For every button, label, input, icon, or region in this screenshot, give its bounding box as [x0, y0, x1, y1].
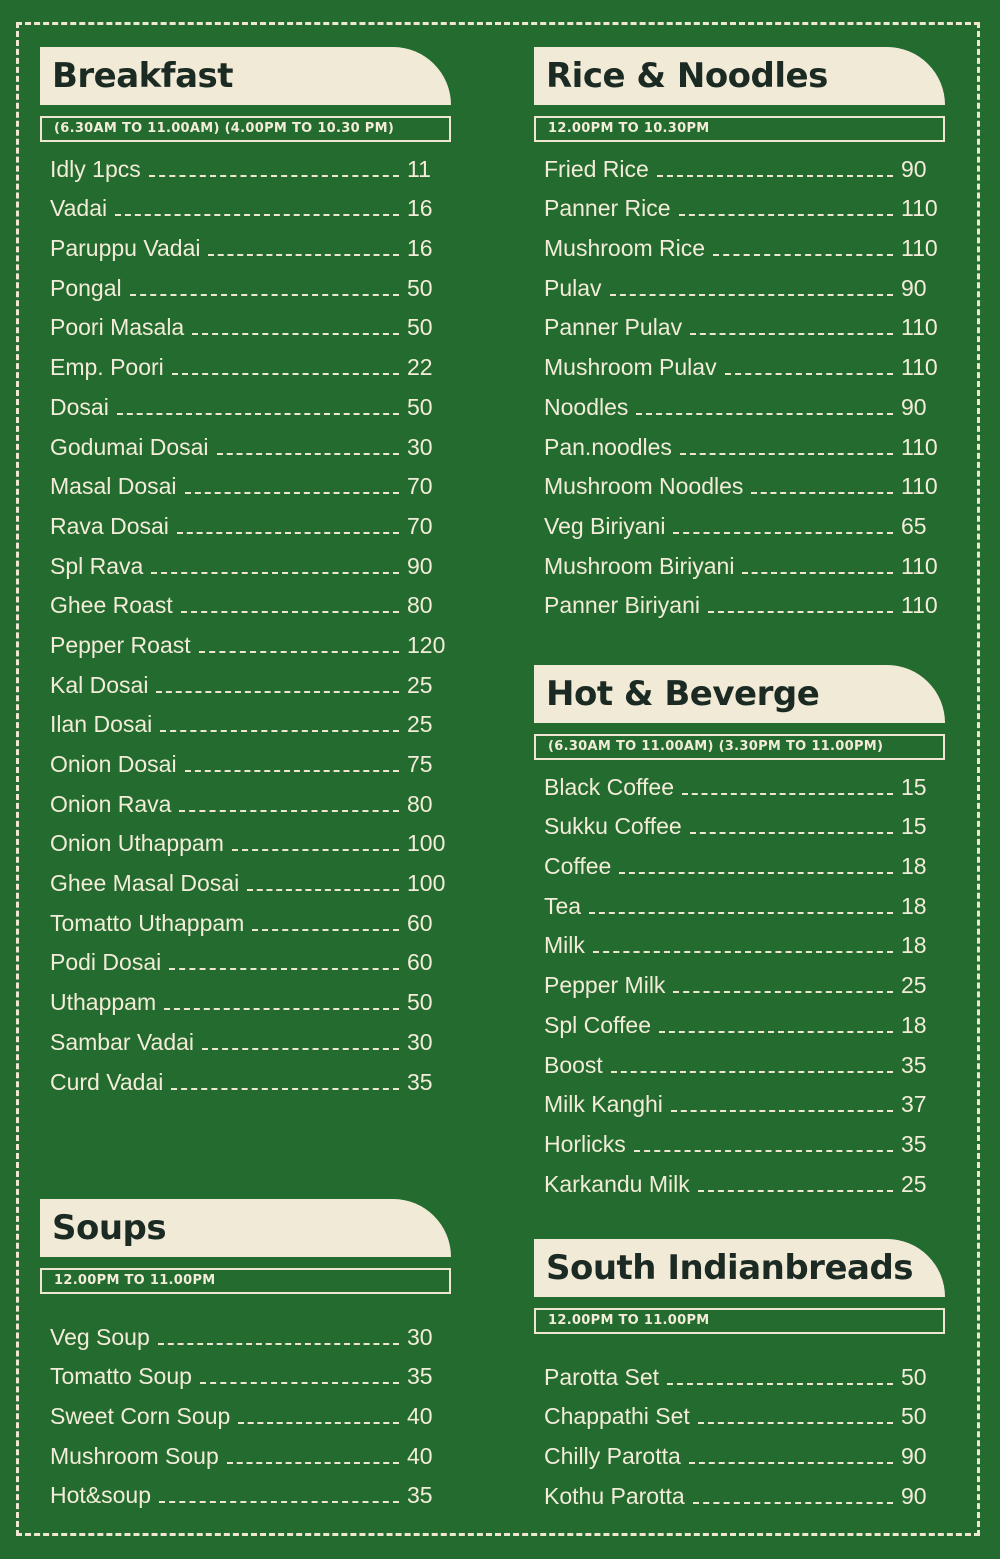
menu-item-price: 37 — [901, 1091, 927, 1118]
menu-item-name: Kothu Parotta — [544, 1482, 685, 1509]
rice-noodles-header — [534, 47, 945, 105]
menu-item-price: 16 — [407, 235, 433, 262]
menu-item-name: Hot&soup — [50, 1482, 152, 1509]
dotted-leader — [160, 729, 399, 732]
breakfast-header — [40, 47, 451, 105]
menu-item-name: Pan.noodles — [544, 433, 672, 460]
rice-noodles-section — [534, 47, 945, 619]
menu-item — [40, 1351, 451, 1391]
menu-item — [534, 341, 945, 381]
dotted-leader — [238, 1421, 399, 1424]
dotted-leader — [742, 571, 893, 574]
menu-item-price: 18 — [901, 853, 927, 880]
menu-item-price: 11 — [407, 155, 431, 182]
dotted-leader — [693, 1501, 893, 1504]
menu-item — [40, 699, 451, 739]
dotted-leader — [636, 412, 893, 415]
menu-item-name: Pepper Roast — [50, 631, 191, 658]
menu-item-name: Spl Coffee — [544, 1011, 651, 1038]
menu-item-price: 90 — [407, 552, 433, 579]
menu-item-name: Sambar Vadai — [50, 1028, 195, 1055]
menu-item-name: Godumai Dosai — [50, 433, 209, 460]
rice-noodles-hours: 12.00PM TO 10.30PM — [534, 116, 945, 142]
menu-item-price: 35 — [407, 1068, 433, 1095]
menu-item — [40, 461, 451, 501]
menu-item-price: 40 — [407, 1403, 433, 1430]
menu-item-price: 60 — [407, 909, 433, 936]
dotted-leader — [169, 967, 399, 970]
dotted-leader — [208, 253, 399, 256]
dotted-leader — [690, 332, 893, 335]
soups-title: Soups — [52, 1208, 167, 1248]
dotted-leader — [247, 888, 399, 891]
menu-item — [534, 580, 945, 620]
dotted-leader — [698, 1421, 893, 1424]
dotted-leader — [199, 650, 399, 653]
dotted-leader — [158, 1342, 399, 1345]
menu-item — [40, 222, 451, 262]
menu-item-price: 18 — [901, 1011, 927, 1038]
dotted-leader — [185, 491, 399, 494]
menu-item-name: Kal Dosai — [50, 671, 149, 698]
menu-item — [534, 1118, 945, 1158]
menu-item — [40, 897, 451, 937]
dotted-leader — [192, 332, 399, 335]
dotted-leader — [227, 1461, 399, 1464]
dotted-leader — [673, 990, 893, 993]
menu-item-name: Chappathi Set — [544, 1403, 690, 1430]
menu-item — [40, 500, 451, 540]
dotted-leader — [680, 452, 893, 455]
menu-item-name: Idly 1pcs — [50, 155, 141, 182]
menu-item-price: 50 — [407, 393, 433, 420]
menu-item-price: 30 — [407, 1323, 433, 1350]
menu-item-price: 75 — [407, 751, 433, 777]
menu-item-price: 50 — [901, 1403, 927, 1430]
menu-item-price: 90 — [901, 1482, 927, 1509]
dotted-leader — [156, 690, 399, 693]
dotted-leader — [667, 1382, 893, 1385]
rice-noodles-title: Rice & Noodles — [546, 56, 828, 96]
menu-item-name: Onion Uthappam — [50, 830, 224, 857]
dotted-leader — [217, 452, 399, 455]
menu-item-name: Paruppu Vadai — [50, 235, 201, 262]
menu-item-name: Tea — [544, 892, 582, 919]
menu-item — [534, 1039, 945, 1079]
menu-item-name: Vadai — [50, 195, 108, 222]
menu-item — [40, 818, 451, 858]
menu-item-name: Horlicks — [544, 1130, 626, 1157]
menu-item-name: Tomatto Uthappam — [50, 909, 245, 936]
menu-item-name: Mushroom Pulav — [544, 354, 717, 381]
beverage-items — [534, 761, 945, 1198]
menu-item-name: Mushroom Soup — [50, 1442, 219, 1469]
beverage-header — [534, 665, 945, 723]
menu-item-name: Curd Vadai — [50, 1068, 164, 1095]
menu-item-name: Coffee — [544, 853, 612, 880]
menu-item-name: Sukku Coffee — [544, 813, 682, 840]
breakfast-hours: (6.30AM TO 11.00AM) (4.00PM TO 10.30 PM) — [40, 116, 451, 142]
menu-item — [534, 262, 945, 302]
menu-item — [534, 302, 945, 342]
menu-item — [534, 840, 945, 880]
menu-item — [40, 302, 451, 342]
dotted-leader — [713, 253, 893, 256]
menu-item — [534, 540, 945, 580]
menu-item — [40, 976, 451, 1016]
menu-item-name: Poori Masala — [50, 314, 185, 341]
menu-item-price: 90 — [901, 274, 927, 301]
dotted-leader — [179, 809, 399, 812]
menu-item-price: 60 — [407, 949, 433, 976]
menu-item-price: 100 — [407, 830, 446, 857]
dotted-leader — [164, 1007, 399, 1010]
menu-item-price: 70 — [407, 512, 433, 539]
menu-item-price: 35 — [407, 1482, 433, 1509]
dotted-leader — [673, 531, 893, 534]
menu-item — [534, 1470, 945, 1510]
dotted-leader — [589, 911, 893, 914]
beverage-section — [534, 665, 945, 1198]
menu-item-name: Uthappam — [50, 989, 157, 1016]
dotted-leader — [202, 1047, 399, 1050]
menu-item-price: 15 — [901, 773, 927, 800]
menu-item — [40, 183, 451, 223]
dotted-leader — [634, 1149, 893, 1152]
dotted-leader — [690, 831, 893, 834]
menu-item-name: Spl Rava — [50, 552, 144, 579]
menu-item — [534, 1079, 945, 1119]
dotted-leader — [593, 950, 893, 953]
menu-item-price: 110 — [901, 195, 938, 222]
menu-item-price: 30 — [407, 1028, 433, 1055]
breads-section — [534, 1239, 945, 1510]
menu-item — [534, 183, 945, 223]
dotted-leader — [115, 213, 399, 216]
menu-item-name: Mushroom Noodles — [544, 473, 744, 500]
menu-item-price: 65 — [901, 512, 927, 539]
menu-item — [534, 999, 945, 1039]
menu-item-name: Pulav — [544, 274, 602, 301]
menu-item-price: 22 — [407, 354, 433, 381]
menu-item-price: 100 — [407, 870, 446, 897]
menu-item-name: Panner Biriyani — [544, 592, 700, 619]
menu-item — [534, 222, 945, 262]
soups-header — [40, 1199, 451, 1257]
breakfast-items — [40, 143, 451, 1096]
menu-item-price: 15 — [901, 813, 927, 840]
menu-item-price: 16 — [407, 195, 433, 222]
menu-item-price: 50 — [407, 314, 433, 341]
menu-item — [40, 1016, 451, 1056]
menu-item-price: 30 — [407, 433, 433, 460]
menu-item-price: 110 — [901, 552, 938, 579]
dotted-leader — [698, 1189, 893, 1192]
menu-item — [40, 619, 451, 659]
menu-item-price: 110 — [901, 235, 938, 262]
menu-item — [40, 262, 451, 302]
menu-item-name: Boost — [544, 1051, 603, 1078]
soups-hours: 12.00PM TO 11.00PM — [40, 1268, 451, 1294]
menu-item-name: Dosai — [50, 393, 109, 420]
menu-item — [40, 778, 451, 818]
menu-item-price: 120 — [407, 631, 446, 658]
menu-item-price: 25 — [901, 972, 927, 999]
dotted-leader — [130, 293, 399, 296]
rice-noodles-items — [534, 143, 945, 619]
menu-item-price: 110 — [901, 433, 938, 460]
menu-item-name: Emp. Poori — [50, 354, 164, 381]
dotted-leader — [181, 610, 399, 613]
menu-item-name: Milk — [544, 932, 585, 959]
dotted-leader — [159, 1500, 399, 1503]
menu-item-name: Black Coffee — [544, 773, 674, 800]
menu-item — [534, 1430, 945, 1470]
dotted-leader — [671, 1109, 893, 1112]
menu-item-name: Ilan Dosai — [50, 711, 153, 738]
menu-item — [534, 421, 945, 461]
menu-item-price: 110 — [901, 592, 938, 619]
menu-item-name: Masal Dosai — [50, 473, 177, 500]
menu-item-name: Noodles — [544, 393, 629, 420]
menu-item — [40, 580, 451, 620]
soups-items — [40, 1311, 451, 1509]
menu-item-price: 18 — [901, 892, 927, 919]
beverage-hours: (6.30AM TO 11.00AM) (3.30PM TO 11.00PM) — [534, 734, 945, 760]
menu-item-price: 25 — [407, 711, 433, 738]
menu-item-price: 90 — [901, 393, 927, 420]
menu-item-price: 90 — [901, 155, 927, 182]
menu-item — [40, 341, 451, 381]
dotted-leader — [679, 213, 893, 216]
breads-hours: 12.00PM TO 11.00PM — [534, 1308, 945, 1334]
menu-item-name: Ghee Roast — [50, 592, 173, 619]
dotted-leader — [117, 412, 399, 415]
menu-item — [534, 1391, 945, 1431]
menu-item — [40, 738, 451, 778]
menu-item-price: 50 — [407, 989, 433, 1016]
dotted-leader — [252, 928, 399, 931]
breakfast-title: Breakfast — [52, 56, 234, 96]
menu-item-name: Milk Kanghi — [544, 1091, 663, 1118]
menu-item-name: Veg Soup — [50, 1323, 150, 1350]
dotted-leader — [149, 174, 399, 177]
dotted-leader — [659, 1030, 893, 1033]
menu-item-name: Rava Dosai — [50, 512, 169, 539]
menu-item-price: 110 — [901, 354, 938, 381]
menu-item-name: Podi Dosai — [50, 949, 162, 976]
beverage-title: Hot & Beverge — [546, 674, 820, 714]
menu-item — [534, 880, 945, 920]
menu-item — [534, 761, 945, 801]
menu-item — [40, 540, 451, 580]
menu-item — [534, 381, 945, 421]
menu-item-name: Panner Rice — [544, 195, 671, 222]
dotted-leader — [657, 174, 893, 177]
menu-item-name: Karkandu Milk — [544, 1170, 690, 1197]
menu-item — [534, 920, 945, 960]
dotted-leader — [151, 571, 399, 574]
menu-item — [534, 959, 945, 999]
menu-item-price: 25 — [901, 1170, 927, 1197]
menu-item — [40, 1430, 451, 1470]
dotted-leader — [682, 792, 893, 795]
menu-item — [40, 659, 451, 699]
menu-item-name: Parotta Set — [544, 1363, 660, 1390]
menu-item-name: Panner Pulav — [544, 314, 683, 341]
menu-item-price: 35 — [901, 1051, 927, 1078]
menu-item-name: Ghee Masal Dosai — [50, 870, 240, 897]
soups-section — [40, 1199, 451, 1509]
menu-item — [40, 1056, 451, 1096]
dotted-leader — [619, 871, 893, 874]
menu-item-price: 50 — [901, 1363, 927, 1390]
menu-item — [40, 1390, 451, 1430]
breakfast-section — [40, 47, 451, 1096]
menu-item-name: Mushroom Rice — [544, 235, 706, 262]
menu-item-price: 35 — [901, 1130, 927, 1157]
dotted-leader — [232, 848, 399, 851]
dotted-leader — [689, 1461, 893, 1464]
menu-item-price: 110 — [901, 314, 938, 341]
menu-item-price: 18 — [901, 932, 927, 959]
menu-item-name: Chilly Parotta — [544, 1443, 681, 1470]
menu-item — [534, 461, 945, 501]
dotted-leader — [177, 531, 399, 534]
menu-item-price: 70 — [407, 473, 433, 500]
menu-item — [534, 1158, 945, 1198]
menu-item-name: Onion Dosai — [50, 751, 177, 777]
menu-item-price: 80 — [407, 790, 433, 817]
menu-item-price: 35 — [407, 1363, 433, 1390]
dotted-leader — [185, 769, 399, 772]
menu-item-name: Mushroom Biriyani — [544, 552, 735, 579]
dotted-leader — [611, 1070, 893, 1073]
menu-item — [534, 500, 945, 540]
menu-item-name: Tomatto Soup — [50, 1363, 192, 1390]
dotted-leader — [200, 1381, 399, 1384]
menu-item-name: Pongal — [50, 274, 122, 301]
menu-item — [534, 801, 945, 841]
menu-item-name: Fried Rice — [544, 155, 649, 182]
menu-item-price: 25 — [407, 671, 433, 698]
menu-item — [40, 381, 451, 421]
menu-item-price: 40 — [407, 1442, 433, 1469]
dotted-leader — [708, 610, 893, 613]
dotted-leader — [751, 491, 893, 494]
dotted-leader — [172, 372, 399, 375]
menu-item-name: Veg Biriyani — [544, 512, 666, 539]
menu-item-name: Onion Rava — [50, 790, 172, 817]
menu-item — [40, 1311, 451, 1351]
breads-title: South Indianbreads — [546, 1248, 914, 1288]
dotted-leader — [725, 372, 893, 375]
menu-item-price: 50 — [407, 274, 433, 301]
breads-items — [534, 1351, 945, 1510]
dotted-leader — [171, 1087, 399, 1090]
dotted-leader — [610, 293, 893, 296]
menu-item — [534, 1351, 945, 1391]
menu-item — [40, 143, 451, 183]
menu-item — [40, 937, 451, 977]
menu-item — [40, 857, 451, 897]
menu-item — [40, 1470, 451, 1510]
menu-item-price: 110 — [901, 473, 938, 500]
menu-item-name: Sweet Corn Soup — [50, 1403, 231, 1430]
menu-item-price: 80 — [407, 592, 433, 619]
menu-item — [40, 421, 451, 461]
menu-item — [534, 143, 945, 183]
breads-header — [534, 1239, 945, 1297]
menu-item-price: 90 — [901, 1443, 927, 1470]
menu-item-name: Pepper Milk — [544, 972, 666, 999]
